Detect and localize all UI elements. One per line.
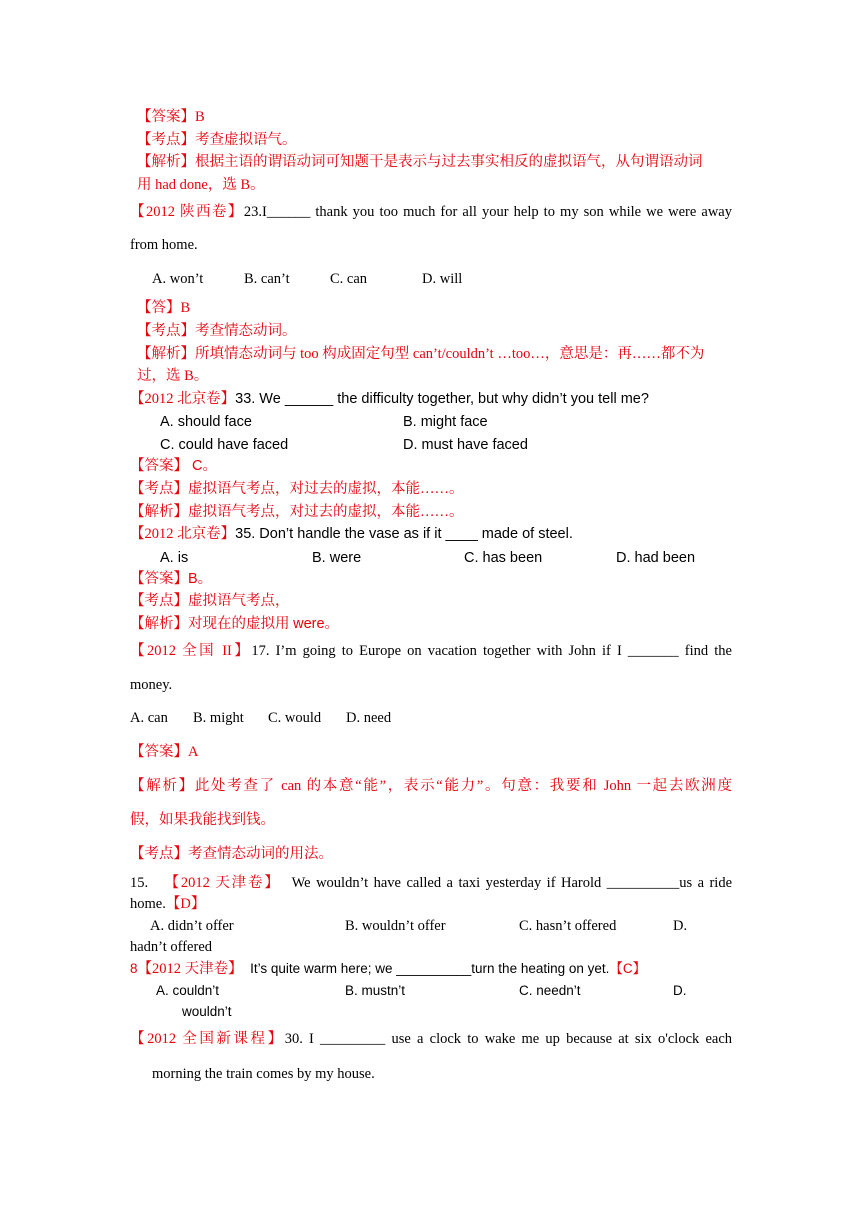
q8-stem-text: 30. I _________ use a clock to wake me up because at six o'clock each bbox=[284, 1031, 733, 1047]
q4-stem-text: 35. Don’t handle the vase as if it ____ made of steel. bbox=[235, 526, 573, 542]
q7-number: 8 bbox=[130, 961, 138, 976]
q6-option-d-text: hadn’t offered bbox=[130, 939, 213, 955]
q6-number: 15. bbox=[130, 875, 149, 891]
q3-analysis: 【解析】虚拟语气考点，对过去的虚拟，本能……。 bbox=[130, 504, 464, 520]
q2-analysis-line1: 【解析】所填情态动词与 too 构成固定句型 can’t/couldn’t …too…，意思是：再……都不为 bbox=[137, 346, 705, 362]
q4-option-b: B. were bbox=[312, 550, 362, 566]
q2-option-c: C. can bbox=[330, 271, 368, 287]
q3-stem bbox=[130, 389, 649, 409]
q5-answer: 【答案】A bbox=[130, 744, 199, 760]
q5-option-b: B. might bbox=[193, 710, 244, 726]
q4-point: 【考点】虚拟语气考点， bbox=[130, 593, 290, 609]
q7-option-b: B. mustn’t bbox=[345, 983, 406, 998]
q6-stem-line2-text: home. bbox=[130, 896, 166, 912]
q5-analysis-line1 bbox=[130, 776, 732, 796]
q4-option-c: C. has been bbox=[464, 550, 543, 566]
q4-analysis bbox=[130, 614, 339, 634]
q8-stem-line2: morning the train comes by my house. bbox=[152, 1066, 375, 1082]
q4-stem bbox=[130, 524, 573, 544]
q2-option-b: B. can’t bbox=[244, 271, 290, 287]
q3-option-d: D. must have faced bbox=[403, 437, 528, 453]
q5-option-d: D. need bbox=[346, 710, 392, 726]
q4-answer-label: 【答案】 bbox=[130, 571, 188, 587]
q7-option-c: C. needn’t bbox=[519, 983, 581, 998]
q4-analysis-value: were。 bbox=[293, 616, 340, 632]
q3-option-b: B. might face bbox=[403, 414, 488, 430]
q2-stem-text: 23.I______ thank you too much for all your help to my son while we were away bbox=[243, 204, 732, 220]
q4-option-a: A. is bbox=[160, 550, 189, 566]
q6-option-d: D. bbox=[673, 918, 688, 934]
q3-answer bbox=[130, 456, 217, 476]
q4-answer bbox=[130, 569, 212, 589]
q7-key: 【C】 bbox=[609, 961, 647, 976]
q4-answer-value: B。 bbox=[188, 571, 213, 587]
q7-source-tag: 【2012 天津卷】 bbox=[137, 961, 243, 977]
q5-source-tag: 【2012 全国 II】 bbox=[130, 643, 252, 659]
q7-option-d-text: wouldn’t bbox=[182, 1004, 232, 1019]
q2-stem-line2: from home. bbox=[130, 237, 198, 253]
q6-option-b: B. wouldn’t offer bbox=[345, 918, 446, 934]
q3-source-tag: 【2012 北京卷】 bbox=[130, 391, 236, 407]
q4-option-d: D. had been bbox=[616, 550, 696, 566]
q8-source-tag: 【2012 全国新课程】 bbox=[130, 1031, 285, 1047]
q6-stem-line1 bbox=[130, 873, 732, 893]
q2-source-tag: 【2012 陕西卷】 bbox=[130, 204, 244, 220]
q1-analysis-line1: 【解析】根据主语的谓语动词可知题干是表示与过去事实相反的虚拟语气，从句谓语动词 bbox=[137, 154, 703, 170]
q2-stem-line1 bbox=[130, 202, 732, 222]
q2-analysis-line2: 过，选 B。 bbox=[137, 368, 209, 384]
q5-analysis-line1-text: 【解析】此处考查了 can 的本意“能”，表示“能力”。句意：我要和 John 一起去欧洲度 bbox=[130, 778, 732, 794]
q1-analysis-line2: 用 had done，选 B。 bbox=[137, 177, 265, 193]
q3-point: 【考点】虚拟语气考点，对过去的虚拟，本能……。 bbox=[130, 481, 464, 497]
q3-option-c: C. could have faced bbox=[160, 437, 289, 453]
q6-source-tag: 【2012 天津卷】 bbox=[164, 875, 281, 891]
q7-stem bbox=[130, 959, 646, 979]
q6-stem-text: We wouldn’t have called a taxi yesterday if Harold __________us a ride bbox=[291, 875, 733, 891]
q7-option-a: A. couldn’t bbox=[156, 983, 220, 998]
q5-point: 【考点】考查情态动词的用法。 bbox=[130, 846, 333, 862]
q8-stem-line1 bbox=[130, 1029, 732, 1049]
q4-analysis-label: 【解析】对现在的虚拟用 bbox=[130, 616, 294, 632]
q7-option-d: D. bbox=[673, 983, 687, 998]
q6-key: 【D】 bbox=[165, 896, 206, 912]
q1-point: 【考点】考查虚拟语气。 bbox=[137, 132, 297, 148]
q1-answer: 【答案】B bbox=[137, 109, 205, 125]
q6-option-a: A. didn’t offer bbox=[150, 918, 234, 934]
q2-option-a: A. won’t bbox=[152, 271, 204, 287]
q5-analysis-line2: 假，如果我能找到钱。 bbox=[130, 812, 275, 828]
q3-stem-text: 33. We ______ the difficulty together, but why didn’t you tell me? bbox=[235, 391, 649, 407]
q5-stem-line1 bbox=[130, 641, 732, 661]
q3-answer-value: C。 bbox=[188, 458, 217, 474]
q2-answer: 【答】B bbox=[137, 300, 191, 316]
q5-stem-text: 17. I’m going to Europe on vacation together with John if I _______ find the bbox=[251, 643, 732, 659]
q5-option-c: C. would bbox=[268, 710, 322, 726]
q6-stem-line2 bbox=[130, 894, 205, 914]
q7-stem-text: It’s quite warm here; we __________turn the heating on yet. bbox=[250, 961, 610, 976]
q3-option-a: A. should face bbox=[160, 414, 252, 430]
q5-stem-line2: money. bbox=[130, 677, 173, 693]
q4-source-tag: 【2012 北京卷】 bbox=[130, 526, 236, 542]
q5-option-a: A. can bbox=[130, 710, 168, 726]
q6-option-c: C. hasn’t offered bbox=[519, 918, 617, 934]
q2-option-d: D. will bbox=[422, 271, 463, 287]
q2-point: 【考点】考查情态动词。 bbox=[137, 323, 297, 339]
q3-answer-label: 【答案】 bbox=[130, 458, 188, 474]
